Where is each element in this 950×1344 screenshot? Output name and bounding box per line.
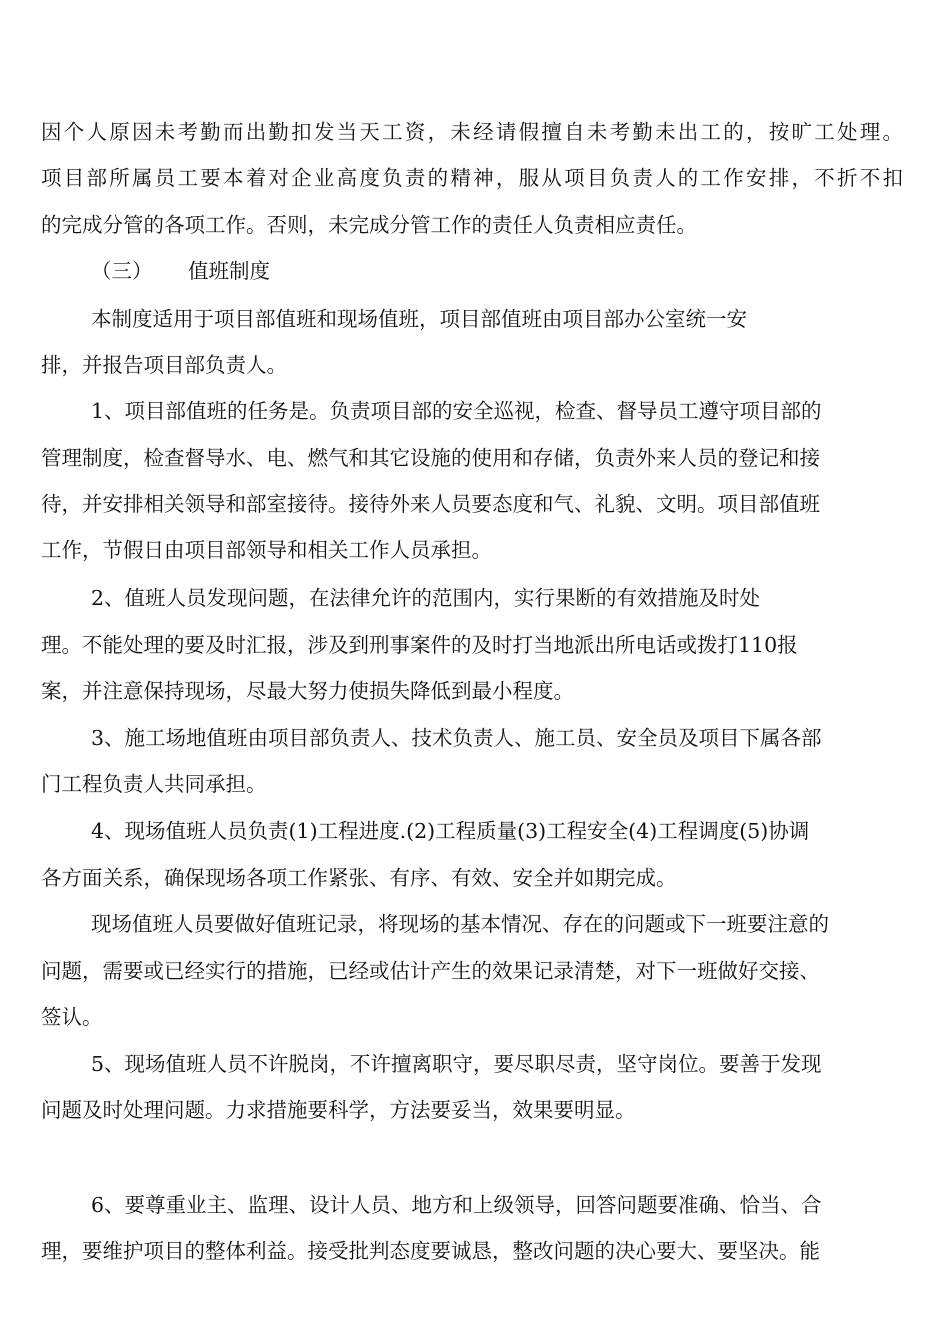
body-line: 本制度适用于项目部值班和现场值班，项目部值班由项目部办公室统一安 xyxy=(91,307,747,331)
body-line: 案，并注意保持现场，尽最大努力使损失降低到最小程度。 xyxy=(41,679,574,703)
body-line: 门工程负责人共同承担。 xyxy=(41,772,267,796)
body-line: 6、要尊重业主、监理、设计人员、地方和上级领导，回答问题要准确、恰当、合 xyxy=(91,1193,822,1217)
body-line: 因个人原因未考勤而出勤扣发当天工资，未经请假擅自未考勤未出工的，按旷工处理。 xyxy=(41,120,906,144)
body-line: 的完成分管的各项工作。否则，未完成分管工作的责任人负责相应责任。 xyxy=(41,213,697,237)
body-line: 3、施工场地值班由项目部负责人、技术负责人、施工员、安全员及项目下属各部 xyxy=(91,726,822,750)
body-line: 理，要维护项目的整体利益。接受批判态度要诚恳，整改问题的决心要大、要坚决。能 xyxy=(41,1239,820,1263)
body-line: 2、值班人员发现问题，在法律允许的范围内，实行果断的有效措施及时处 xyxy=(91,586,761,610)
body-line: 问题及时处理问题。力求措施要科学，方法要妥当，效果要明显。 xyxy=(41,1098,636,1122)
body-line: 5、现场值班人员不许脱岗，不许擅离职守，要尽职尽责，坚守岗位。要善于发现 xyxy=(91,1052,822,1076)
section-number: （三） xyxy=(91,259,153,283)
section-title: 值班制度 xyxy=(188,259,270,283)
body-line: 签认。 xyxy=(41,1005,103,1029)
body-line: 待，并安排相关领导和部室接待。接待外来人员要态度和气、礼貌、文明。项目部值班 xyxy=(41,492,820,516)
body-line: 项目部所属员工要本着对企业高度负责的精神，服从项目负责人的工作安排，不折不扣 xyxy=(41,166,906,190)
body-line: 理。不能处理的要及时汇报，涉及到刑事案件的及时打当地派出所电话或拨打110报 xyxy=(41,633,798,657)
body-line: 工作，节假日由项目部领导和相关工作人员承担。 xyxy=(41,538,492,562)
body-line: 管理制度，检查督导水、电、燃气和其它设施的使用和存储，负责外来人员的登记和接 xyxy=(41,446,820,470)
body-line: 现场值班人员要做好值班记录，将现场的基本情况、存在的问题或下一班要注意的 xyxy=(91,912,829,936)
body-line: 4、现场值班人员负责(1)工程进度.(2)工程质量(3)工程安全(4)工程调度(5)协调 xyxy=(91,819,810,843)
body-line: 1、项目部值班的任务是。负责项目部的安全巡视，检查、督导员工遵守项目部的 xyxy=(91,399,822,423)
body-line: 排，并报告项目部负责人。 xyxy=(41,353,287,377)
body-line: 问题，需要或已经实行的措施，已经或估计产生的效果记录清楚，对下一班做好交接、 xyxy=(41,959,820,983)
body-line: 各方面关系，确保现场各项工作紧张、有序、有效、安全并如期完成。 xyxy=(41,866,677,890)
